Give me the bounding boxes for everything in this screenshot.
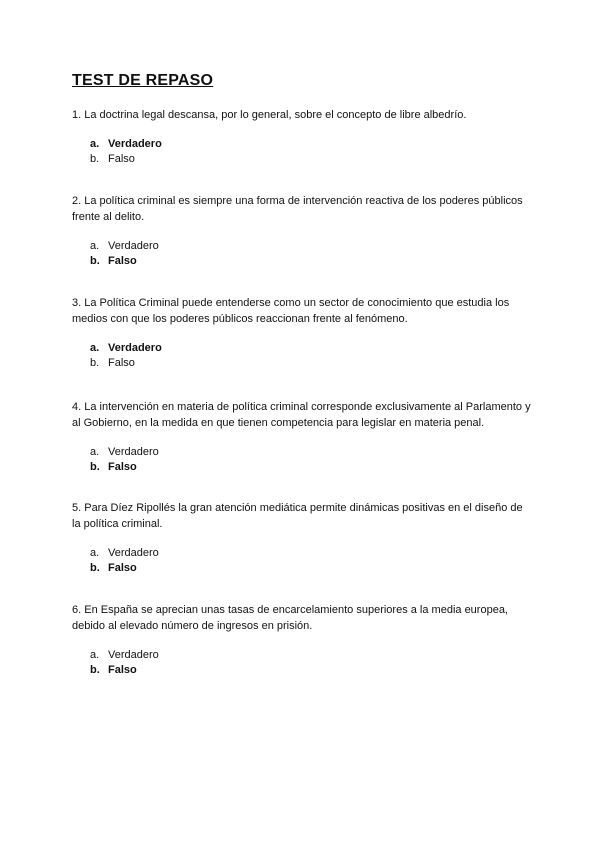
option-label: Falso bbox=[108, 357, 135, 369]
options-list bbox=[72, 648, 532, 678]
option-label: Verdadero bbox=[108, 547, 159, 559]
question-text: 1. La doctrina legal descansa, por lo general, sobre el concepto de libre albedrío. bbox=[72, 109, 467, 121]
question-6 bbox=[72, 602, 532, 678]
question-text: 5. Para Díez Ripollés la gran atención mediática permite dinámicas positivas en el diseño de la política criminal. bbox=[72, 502, 523, 530]
option-letter: a. bbox=[90, 138, 100, 150]
option-label: Verdadero bbox=[108, 649, 159, 661]
question-2 bbox=[72, 193, 532, 269]
question-text: 4. La intervención en materia de política criminal corresponde exclusivamente al Parlamento y al Gobierno, en la medida en que tienen competencia para legislar en materia penal. bbox=[72, 401, 531, 429]
options-list bbox=[72, 445, 532, 475]
option-a bbox=[72, 648, 532, 663]
option-letter: a. bbox=[90, 446, 100, 458]
option-label: Falso bbox=[108, 664, 137, 676]
option-letter: b. bbox=[90, 357, 100, 369]
options-list bbox=[72, 341, 532, 371]
options-list bbox=[72, 137, 532, 167]
option-a bbox=[72, 546, 532, 561]
option-letter: b. bbox=[90, 664, 100, 676]
option-b bbox=[72, 561, 532, 576]
option-label: Falso bbox=[108, 562, 137, 574]
option-b bbox=[72, 356, 532, 371]
option-letter: b. bbox=[90, 255, 100, 267]
option-label: Verdadero bbox=[108, 240, 159, 252]
question-text: 6. En España se aprecian unas tasas de encarcelamiento superiores a la media europea, debido al elevado número de ingresos en prisión. bbox=[72, 604, 508, 632]
option-letter: a. bbox=[90, 547, 100, 559]
question-1 bbox=[72, 107, 532, 167]
option-letter: a. bbox=[90, 649, 100, 661]
option-a bbox=[72, 137, 532, 152]
option-letter: b. bbox=[90, 562, 100, 574]
option-label: Falso bbox=[108, 255, 137, 267]
options-list bbox=[72, 546, 532, 576]
option-label: Verdadero bbox=[108, 138, 162, 150]
options-list bbox=[72, 239, 532, 269]
question-5 bbox=[72, 500, 532, 576]
question-4 bbox=[72, 399, 532, 475]
option-a bbox=[72, 341, 532, 356]
page-title: TEST DE REPASO bbox=[72, 72, 214, 89]
question-text: 3. La Política Criminal puede entenderse como un sector de conocimiento que estudia los medios con que los poderes públicos reaccionan frente al fenómeno. bbox=[72, 297, 510, 325]
option-b bbox=[72, 663, 532, 678]
question-3 bbox=[72, 295, 532, 371]
option-a bbox=[72, 239, 532, 254]
option-b bbox=[72, 460, 532, 475]
question-text: 2. La política criminal es siempre una forma de intervención reactiva de los poderes públicos frente al delito. bbox=[72, 195, 523, 223]
option-letter: b. bbox=[90, 153, 100, 165]
option-b bbox=[72, 152, 532, 167]
option-letter: a. bbox=[90, 240, 100, 252]
option-letter: b. bbox=[90, 461, 100, 473]
option-label: Verdadero bbox=[108, 342, 162, 354]
option-b bbox=[72, 254, 532, 269]
option-a bbox=[72, 445, 532, 460]
option-letter: a. bbox=[90, 342, 100, 354]
option-label: Falso bbox=[108, 461, 137, 473]
option-label: Verdadero bbox=[108, 446, 159, 458]
option-label: Falso bbox=[108, 153, 135, 165]
